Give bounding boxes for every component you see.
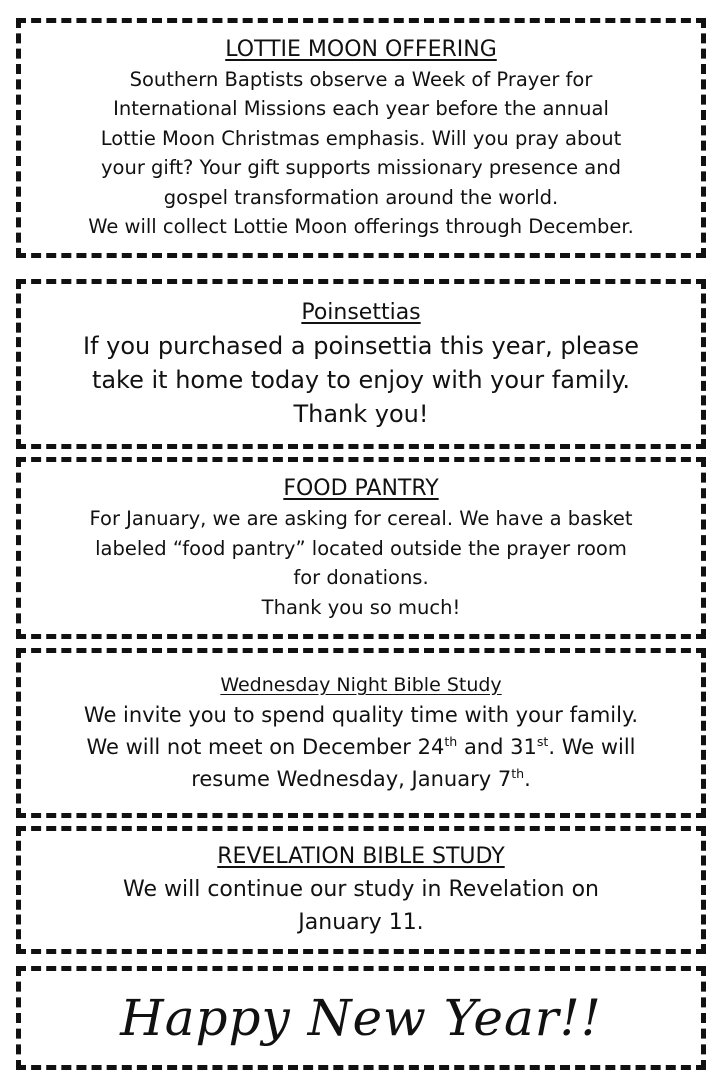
- wednesday-line: [86, 731, 635, 763]
- food-pantry-line: labeled “food pantry” located outside the prayer room: [95, 536, 627, 560]
- wednesday-text: .: [524, 767, 531, 791]
- poinsettias-line: If you purchased a poinsettia this year, please: [82, 332, 639, 360]
- wednesday-text: We will not meet on December 24: [86, 735, 445, 759]
- new-year-greeting-section: [16, 966, 706, 1070]
- lottie-moon-section: [16, 18, 706, 258]
- wednesday-text: resume Wednesday, January 7: [191, 767, 512, 791]
- revelation-line: January 11.: [298, 910, 424, 935]
- revelation-bible-study-section: [16, 826, 706, 954]
- happy-new-year-text: Happy New Year!!: [120, 989, 602, 1047]
- food-pantry-title: FOOD PANTRY: [283, 476, 439, 501]
- poinsettias-line: take it home today to enjoy with your family.: [91, 366, 631, 394]
- wednesday-line: We invite you to spend quality time with your family.: [83, 703, 639, 727]
- poinsettias-section: [16, 279, 706, 449]
- wednesday-text: and 31: [457, 735, 537, 759]
- ordinal-suffix: th: [444, 734, 458, 749]
- wednesday-title: Wednesday Night Bible Study: [220, 674, 502, 696]
- wednesday-text: . We will: [548, 735, 636, 759]
- food-pantry-line: Thank you so much!: [261, 595, 461, 619]
- poinsettias-title: Poinsettias: [301, 300, 421, 325]
- food-pantry-section: [16, 457, 706, 639]
- wednesday-line: [191, 763, 531, 795]
- revelation-line: We will continue our study in Revelation on: [123, 877, 599, 902]
- poinsettias-line: Thank you!: [293, 400, 429, 428]
- lottie-moon-line: International Missions each year before the annual: [113, 97, 609, 120]
- revelation-title: REVELATION BIBLE STUDY: [217, 844, 505, 869]
- lottie-moon-line: We will collect Lottie Moon offerings through December.: [88, 215, 634, 238]
- ordinal-suffix: th: [511, 766, 525, 781]
- lottie-moon-title: LOTTIE MOON OFFERING: [225, 36, 497, 62]
- lottie-moon-line: your gift? Your gift supports missionary presence and: [101, 156, 621, 179]
- food-pantry-line: For January, we are asking for cereal. We have a basket: [89, 507, 633, 530]
- ordinal-suffix: st: [536, 734, 549, 749]
- lottie-moon-line: gospel transformation around the world.: [163, 185, 559, 209]
- lottie-moon-line: Southern Baptists observe a Week of Prayer for: [129, 67, 593, 91]
- lottie-moon-line: Lottie Moon Christmas emphasis. Will you pray about: [100, 126, 622, 150]
- food-pantry-line: for donations.: [293, 566, 429, 589]
- wednesday-bible-study-section: [16, 648, 706, 818]
